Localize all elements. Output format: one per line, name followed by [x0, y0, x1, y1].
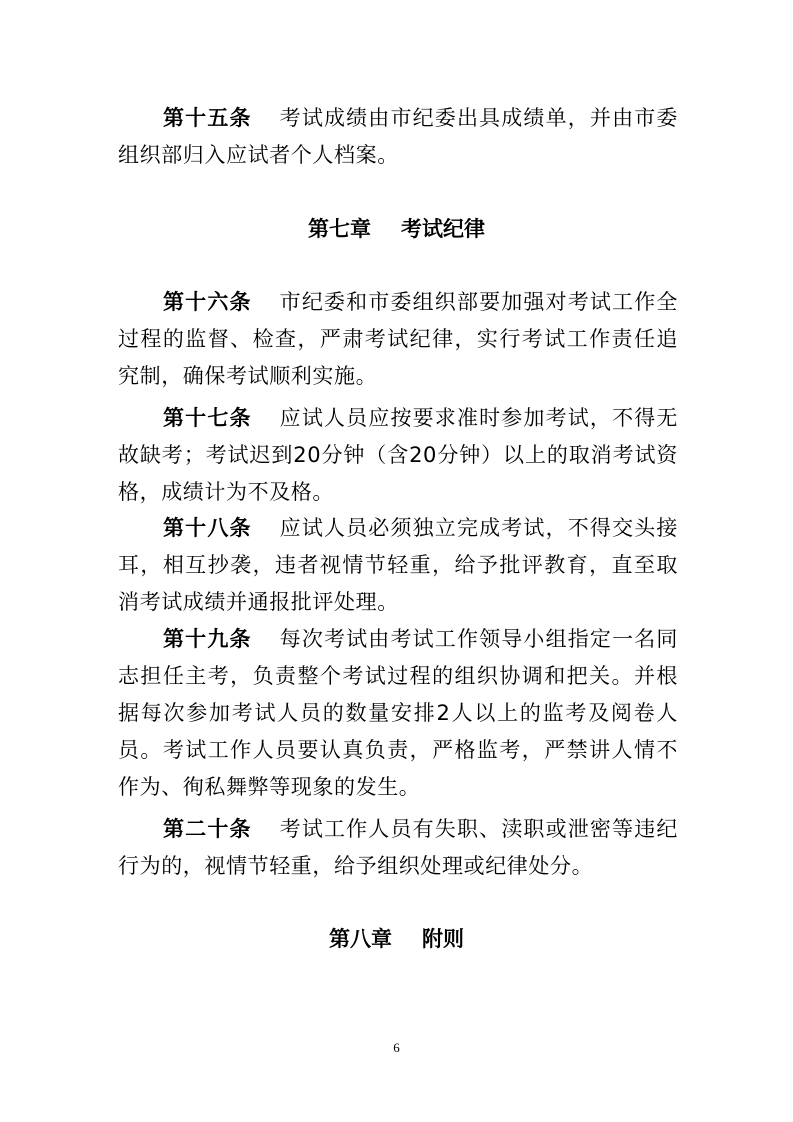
article-19: [118, 621, 678, 806]
article-text: 考试成绩由市纪委出具成绩单，并由市委组织部归入应试者个人档案。: [118, 106, 678, 167]
article-17: [118, 400, 678, 511]
article-18: [118, 510, 678, 621]
chapter-title: 附则: [422, 927, 464, 951]
article-20: [118, 811, 678, 885]
article-text: 考试工作人员有失职、渎职或泄密等违纪行为的，视情节轻重，给予组织处理或纪律处分。: [118, 817, 678, 878]
article-16: [118, 284, 678, 395]
article-label: 第十八条: [163, 516, 252, 540]
article-label: 第十七条: [163, 406, 252, 430]
article-label: 第十九条: [163, 627, 252, 651]
chapter-number: 第八章: [329, 927, 392, 951]
article-label: 第二十条: [163, 817, 252, 841]
article-label: 第十六条: [163, 290, 252, 314]
article-text: 应试人员应按要求准时参加考试，不得无故缺考；考试迟到20分钟（含20分钟）以上的取消考试资格，成绩计为不及格。: [118, 406, 678, 504]
chapter-number: 第七章: [308, 217, 371, 241]
chapter-title: 考试纪律: [401, 217, 485, 241]
chapter-heading-7: [0, 214, 793, 244]
article-text: 应试人员必须独立完成考试，不得交头接耳，相互抄袭，违者视情节轻重，给予批评教育，直至取消考试成绩并通报批评处理。: [118, 516, 678, 614]
article-15: [118, 100, 678, 174]
article-label: 第十五条: [163, 106, 252, 130]
article-text: 市纪委和市委组织部要加强对考试工作全过程的监督、检查，严肃考试纪律，实行考试工作责任追究制，确保考试顺利实施。: [118, 290, 678, 388]
article-text: 每次考试由考试工作领导小组指定一名同志担任主考，负责整个考试过程的组织协调和把关。并根据每次参加考试人员的数量安排2人以上的监考及阅卷人员。考试工作人员要认真负责，严格监考，严禁讲人情不作为、徇私舞弊等现象的发生。: [118, 627, 678, 799]
page-number: 6: [393, 1040, 400, 1055]
chapter-heading-8: [0, 924, 793, 954]
